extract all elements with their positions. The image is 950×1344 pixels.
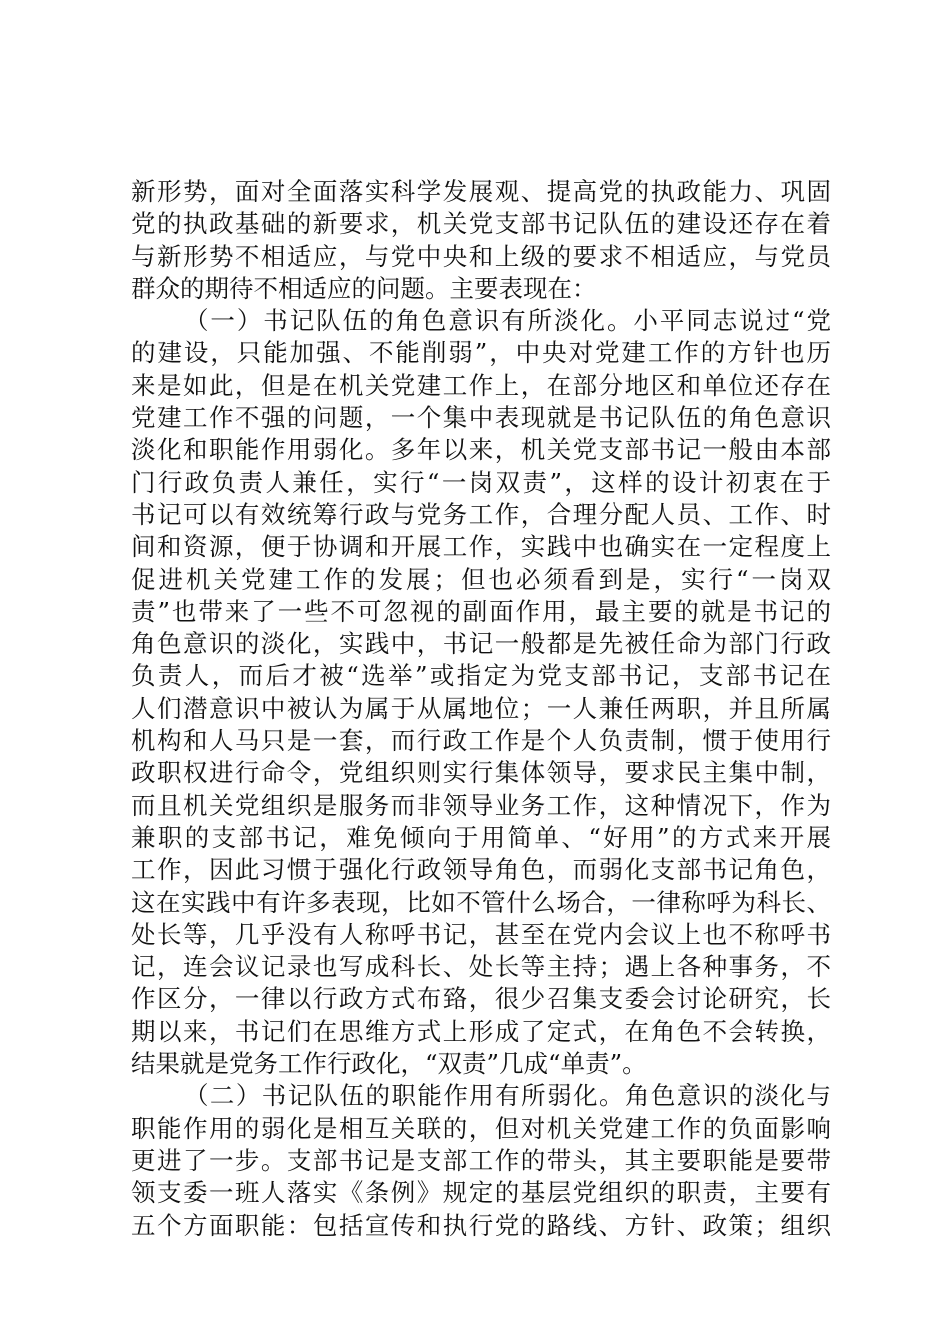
text-line: 职能作用的弱化是相互关联的，但对机关党建工作的负面影响	[131, 1113, 831, 1143]
text-line: 记，连会议记录也写成科长、处长等主持；遇上各种事务，不	[131, 952, 831, 982]
text-line: 而且机关党组织是服务而非领导业务工作，这种情况下，作为	[131, 790, 831, 820]
text-line: 政职权进行命令，党组织则实行集体领导，要求民主集中制，	[131, 758, 831, 788]
text-line: 与新形势不相适应，与党中央和上级的要求不相适应，与党员	[131, 241, 831, 271]
text-line: 促进机关党建工作的发展；但也必须看到是，实行“一岗双	[131, 564, 831, 594]
text-line: 书记可以有效统筹行政与党务工作，合理分配人员、工作、时	[131, 499, 831, 529]
text-line: 党的执政基础的新要求，机关党支部书记队伍的建设还存在着	[131, 209, 831, 239]
text-line: 这在实践中有许多表现，比如不管什么场合，一律称呼为科长、	[131, 887, 831, 917]
text-line: 期以来，书记们在思维方式上形成了定式，在角色不会转换，	[131, 1016, 831, 1046]
text-line: 责”也带来了一些不可忽视的副面作用，最主要的就是书记的	[131, 596, 831, 626]
text-line: 处长等，几乎没有人称呼书记，甚至在党内会议上也不称呼书	[131, 919, 831, 949]
text-line: 领支委一班人落实《条例》规定的基层党组织的职责，主要有	[131, 1178, 831, 1208]
paragraph-first-line: （一）书记队伍的角色意识有所淡化。小平同志说过“党	[184, 306, 831, 336]
text-line: 的建设，只能加强、不能削弱”，中央对党建工作的方针也历	[131, 338, 831, 368]
text-line: 负责人，而后才被“选举”或指定为党支部书记，支部书记在	[131, 661, 831, 691]
text-line: 机构和人马只是一套，而行政工作是个人负责制，惯于使用行	[131, 726, 831, 756]
text-line: 来是如此，但是在机关党建工作上，在部分地区和单位还存在	[131, 370, 831, 400]
text-line: 党建工作不强的问题，一个集中表现就是书记队伍的角色意识	[131, 403, 831, 433]
body-text	[131, 176, 831, 1242]
text-line: 结果就是党务工作行政化，“双责”几成“单责”。	[131, 1049, 647, 1079]
text-line: 群众的期待不相适应的问题。主要表现在：	[131, 273, 597, 303]
text-line: 间和资源，便于协调和开展工作，实践中也确实在一定程度上	[131, 532, 831, 562]
text-line: 工作，因此习惯于强化行政领导角色，而弱化支部书记角色，	[131, 855, 831, 885]
text-line: 淡化和职能作用弱化。多年以来，机关党支部书记一般由本部	[131, 435, 831, 465]
text-line: 角色意识的淡化，实践中，书记一般都是先被任命为部门行政	[131, 629, 831, 659]
text-line: 更进了一步。支部书记是支部工作的带头，其主要职能是要带	[131, 1145, 831, 1175]
text-line: 作区分，一律以行政方式布臵，很少召集支委会讨论研究，长	[131, 984, 831, 1014]
text-line: 兼职的支部书记，难免倾向于用简单、“好用”的方式来开展	[131, 822, 831, 852]
text-line: 新形势，面对全面落实科学发展观、提高党的执政能力、巩固	[131, 177, 831, 206]
text-line: 人们潜意识中被认为属于从属地位；一人兼任两职，并且所属	[131, 693, 831, 723]
text-line: 门行政负责人兼任，实行“一岗双责”，这样的设计初衷在于	[131, 467, 831, 497]
text-line: 五个方面职能：包括宣传和执行党的路线、方针、政策；组织	[131, 1210, 831, 1240]
paragraph-first-line: （二）书记队伍的职能作用有所弱化。角色意识的淡化与	[184, 1081, 831, 1111]
